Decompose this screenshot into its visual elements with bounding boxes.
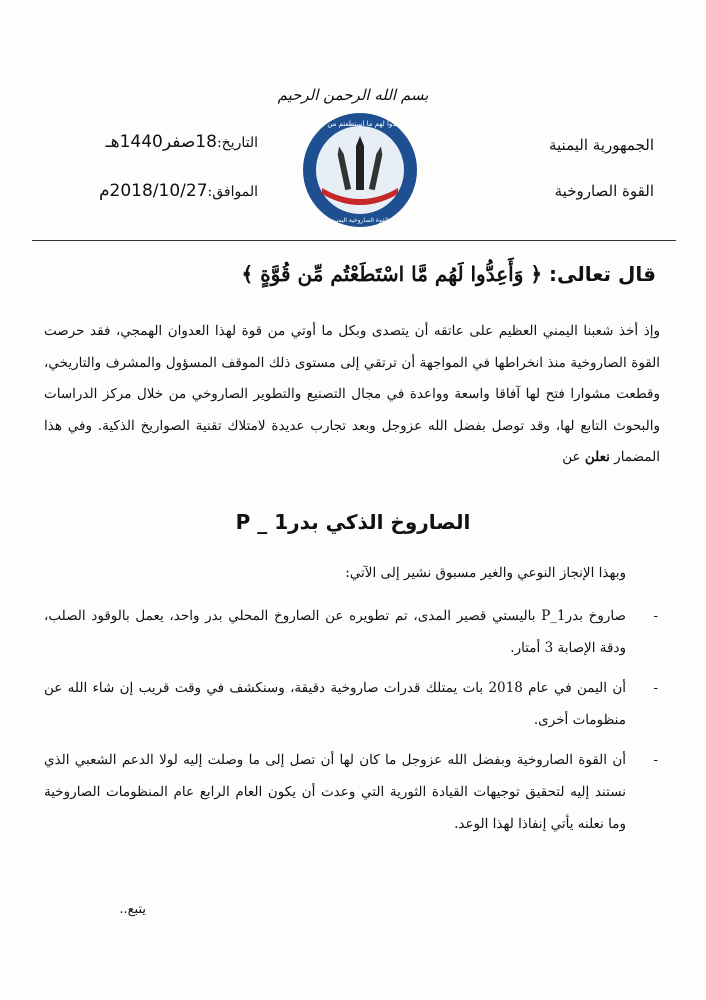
date-hijri-row — [48, 118, 258, 167]
list-item — [44, 744, 660, 840]
main-paragraph-text: وإذ أخذ شعبنا اليمني العظيم على عاتقه أن يتصدى وبكل ما أوتي من قوة لهذا العدوان الهمجي، فقد حرصت القوة الصاروخية منذ انخراطها في المواجهة أن ترتقي إلى مستوى ذلك الموقف المسؤول والمشرف والتاريخي، وقطعت مشوارا فتح لها آفاقا واسعة وواعدة في مجال التصنيع والتطوير الصاروخي من خلال مركز الدراسات والبحوث التابع لها، وقد توصل بفضل الله عزوجل وبعد تجارب عديدة لامتلاك تقنية الصواريخ الذكية. وفي هذا المضمار — [44, 323, 660, 465]
main-paragraph-tail: عن — [562, 449, 581, 465]
logo-text-bottom: القوة الصاروخية اليمنية — [331, 217, 389, 224]
bullet-list — [44, 600, 660, 848]
org-name-republic: الجمهورية اليمنية — [548, 136, 654, 154]
main-paragraph — [44, 316, 660, 474]
date-hijri-value: 18صفر1440هـ — [105, 132, 217, 152]
date-block — [48, 118, 258, 216]
organization-block — [454, 122, 654, 214]
bullet-text: أن اليمن في عام 2018 بات يمتلك قدرات صاروخية دقيقة، وسنكشف في وقت قريب إن شاء الله عن منظومات أخرى. — [44, 680, 626, 728]
header-divider — [32, 240, 676, 241]
intro-line: وبهذا الإنجاز النوعي والغير مسبوق نشير إلى الآتي: — [345, 565, 626, 581]
bullet-text: أن القوة الصاروخية وبفضل الله عزوجل ما كان لها أن تصل إلى ما وصلت إليه لولا الدعم الشعبي الذي نستند إليه لتحقيق توجيهات القيادة الثورية التي وعدت أن يكون العام الرابع عام المنظومات الصاروخية وما نعلنه يأتي إنفاذا لهذا الوعد. — [44, 752, 626, 832]
list-item — [44, 600, 660, 664]
org-name-missile-force: القوة الصاروخية — [554, 182, 654, 200]
bullet-marker: - — [653, 752, 658, 768]
missile-title: الصاروخ الذكي بدر1 _ P — [235, 510, 471, 534]
date-gregorian-row — [48, 167, 258, 216]
logo-text-top: وأعدوا لهم ما استطعتم من قوة — [314, 120, 406, 128]
list-item — [44, 672, 660, 736]
to-be-continued: يتبع.. — [119, 902, 146, 917]
quote-verse: ﴿ وَأَعِدُّوا لَهُم مَّا اسْتَطَعْتُم مِّن قُوَّةٍ ﴾ — [241, 262, 543, 286]
bullet-marker: - — [653, 680, 658, 696]
missile-force-logo — [300, 110, 420, 230]
date-gregorian-value: 2018/10/27م — [99, 181, 208, 201]
main-paragraph-bold-word: نعلن — [584, 449, 610, 465]
bullet-text: صاروخ بدر1_P باليستي قصير المدى، تم تطويره عن الصاروخ المحلي بدر واحد، يعمل بالوقود الصلب، ودقة الإصابة 3 أمتار. — [44, 608, 627, 656]
date-hijri-label: التاريخ: — [216, 135, 258, 151]
basmala: بسم الله الرحمن الرحيم — [277, 86, 429, 104]
date-gregorian-label: الموافق: — [207, 184, 258, 200]
quran-quote — [56, 262, 656, 286]
quote-prefix: قال تعالى: — [549, 262, 656, 286]
bullet-marker: - — [653, 608, 658, 624]
